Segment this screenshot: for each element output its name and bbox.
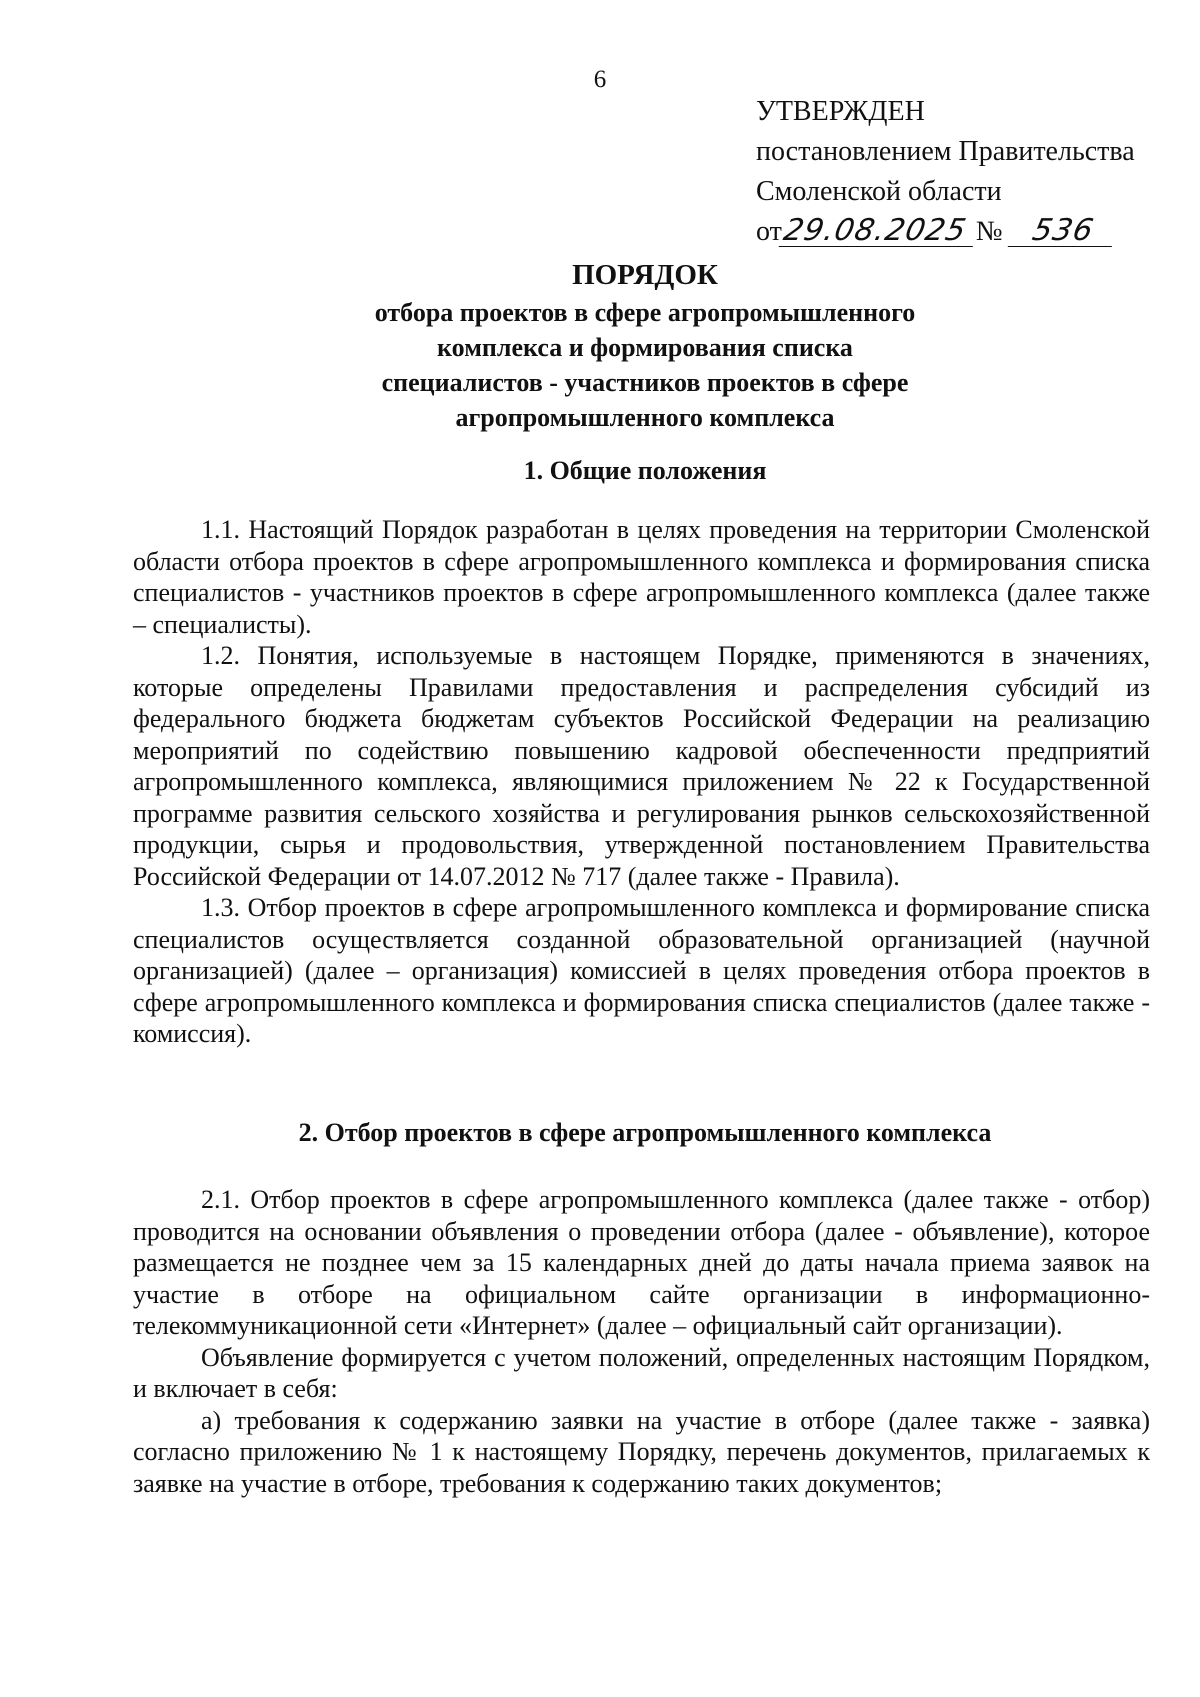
approval-line-1: постановлением Правительства	[756, 136, 1135, 167]
document-title-block	[0, 258, 1200, 435]
title-line-4: агропромышленного комплекса	[455, 403, 835, 432]
handwritten-number: 536	[1007, 216, 1118, 247]
approval-date-line	[756, 212, 1135, 252]
title-line-1: отбора проектов в сфере агропромышленного	[374, 298, 916, 327]
title-line-2: комплекса и формирования списка	[437, 333, 853, 362]
section-2-heading: 2. Отбор проектов в сфере агропромышленного комплекса	[298, 1118, 992, 1147]
handwritten-date: 29.08.2025	[779, 216, 980, 247]
approval-heading: УТВЕРЖДЕН	[756, 96, 925, 127]
approval-stamp	[756, 92, 1135, 252]
section-1-heading: 1. Общие положения	[523, 456, 767, 485]
paragraph-2-1: 2.1. Отбор проектов в сфере агропромышленного комплекса (далее также - отбор) проводится на основании объявления о проведении отбора (далее - объявление), которое размещается не позднее чем за 15 календарных дней до даты начала приема заявок на участие в отборе на официальном сайте организации в информационно-телекоммуникационной сети «Интернет» (далее – официальный сайт организации).	[133, 1185, 1150, 1340]
document-title: ПОРЯДОК	[572, 259, 718, 291]
page-number: 6	[593, 66, 607, 93]
section-1-body	[133, 514, 1150, 1050]
section-2-body	[133, 1184, 1150, 1499]
approval-line-2: Смоленской области	[756, 176, 1002, 207]
paragraph-item-a: а) требования к содержанию заявки на участие в отборе (далее также - заявка) согласно приложению № 1 к настоящему Порядку, перечень документов, прилагаемых к заявке на участие в отборе, требования к содержанию таких документов;	[133, 1405, 1150, 1498]
paragraph-1-2: 1.2. Понятия, используемые в настоящем Порядке, применяются в значениях, которые определены Правилами предоставления и распределения субсидий из федерального бюджета бюджетам субъектов Российской Федерации на реализацию мероприятий по содействию повышению кадровой обеспеченности предприятий агропромышленного комплекса, являющимися приложением № 22 к Государственной программе развития сельского хозяйства и регулирования рынков сельскохозяйственной продукции, сырья и продовольствия, утвержденной постановлением Правительства Российской Федерации от 14.07.2012 № 717 (далее также - Правила).	[133, 641, 1150, 891]
paragraph-1-3: 1.3. Отбор проектов в сфере агропромышленного комплекса и формирование списка специалистов осуществляется созданной образовательной организацией (научной организацией) (далее – организация) комиссией в целях проведения отбора проектов в сфере агропромышленного комплекса и формирования списка специалистов (далее также - комиссия).	[133, 893, 1150, 1048]
date-prefix: от	[756, 216, 782, 247]
paragraph-1-1: 1.1. Настоящий Порядок разработан в целях проведения на территории Смоленской области отбора проектов в сфере агропромышленного комплекса и формирования списка специалистов - участников проектов в сфере агропромышленного комплекса (далее также – специалисты).	[133, 515, 1150, 639]
paragraph-announcement: Объявление формируется с учетом положений, определенных настоящим Порядком, и включает в себя:	[133, 1342, 1150, 1403]
number-prefix: №	[975, 216, 1003, 247]
title-line-3: специалистов - участников проектов в сфере	[381, 368, 909, 397]
